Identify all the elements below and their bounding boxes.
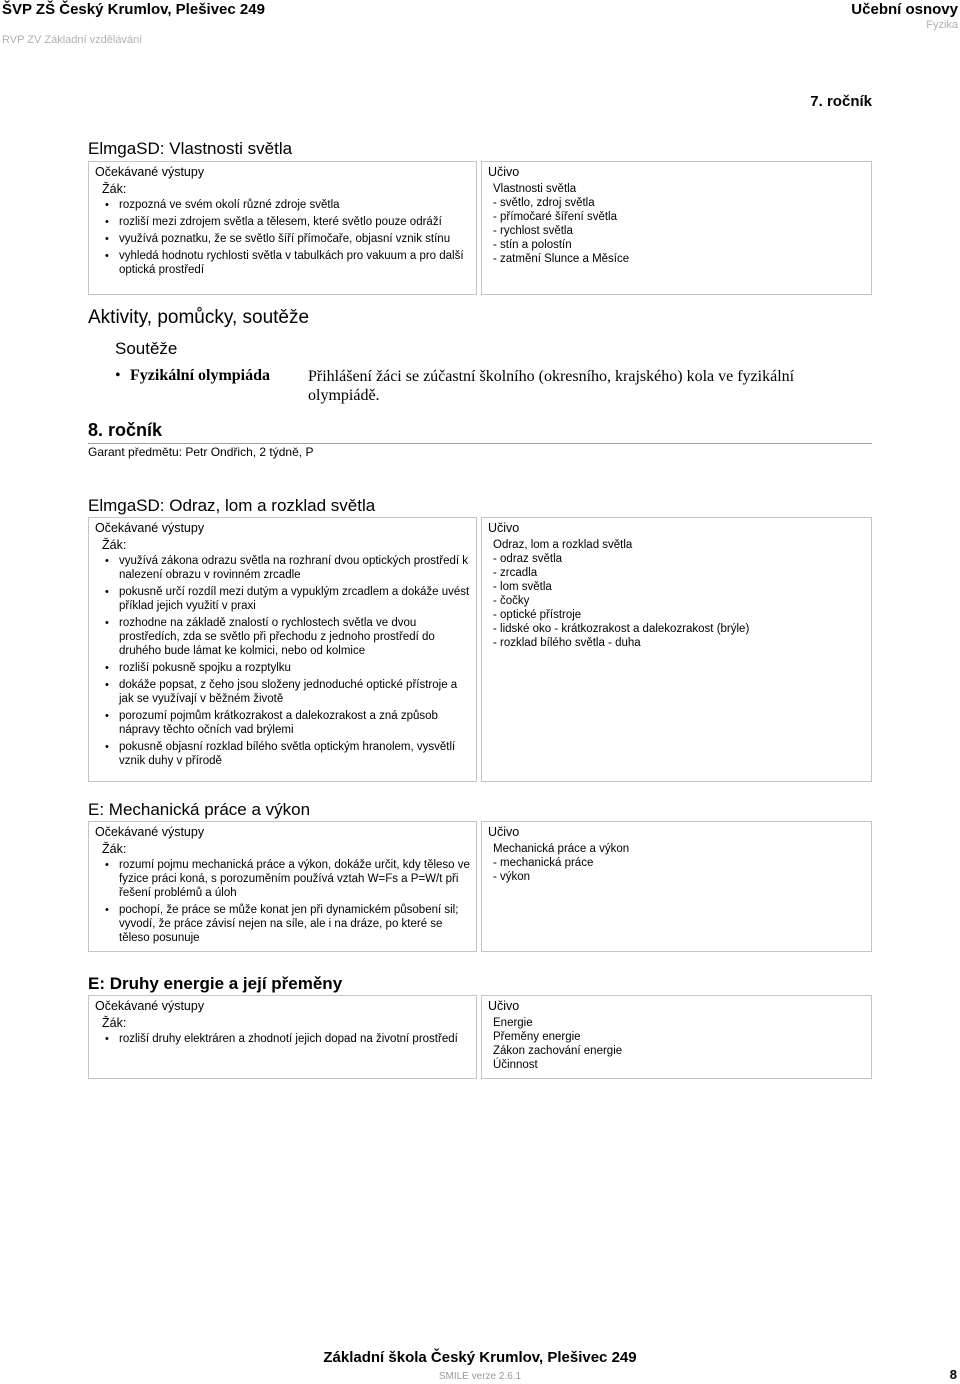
page-number: 8: [949, 1367, 957, 1382]
footer-version: SMILE verze 2.6.1: [438, 1371, 522, 1382]
competitions-title: Soutěže: [115, 339, 178, 358]
list-item: • dokáže popsat, z čeho jsou složeny jednoduché optické přístroje a jak se využívají v běžném životě: [119, 678, 470, 706]
ucivo-text: Odraz, lom a rozklad světla - odraz světla - zrcadla - lom světla - čočky - optické přístroje - lidské oko - krátkozrakost a dalekozrakost (brýle) - rozklad bílého světla - duha: [493, 539, 750, 649]
competition-bullet: •: [115, 367, 121, 384]
section-title-vlastnosti-svetla: ElmgaSD: Vlastnosti světla: [88, 139, 293, 158]
list-item: • rozpozná ve svém okolí různé zdroje světla: [119, 198, 470, 212]
list-item: • rozliší mezi zdrojem světla a tělesem, které světlo pouze odráží: [119, 215, 470, 229]
activities-title: Aktivity, pomůcky, soutěže: [88, 307, 310, 328]
outcomes-label: Očekávané výstupy: [95, 165, 205, 179]
ucivo-box-odraz-lom: [481, 517, 872, 782]
ucivo-text: Mechanická práce a výkon - mechanická práce - výkon: [493, 843, 630, 883]
outcomes-label: Očekávané výstupy: [95, 825, 205, 839]
list-item: • využívá poznatku, že se světlo šíří přímočaře, objasní vznik stínu: [119, 232, 470, 246]
subject-guarantor: Garant předmětu: Petr Ondřich, 2 týdně, P: [88, 445, 314, 459]
list-item: • pokusně určí rozdíl mezi dutým a vypuklým zrcadlem a dokáže uvést příklad jejich využití v praxi: [119, 585, 470, 613]
outcomes-label: Očekávané výstupy: [95, 521, 205, 535]
zak-label: Žák:: [102, 842, 127, 856]
ucivo-label: Učivo: [488, 521, 520, 535]
grade-8-heading: 8. ročník: [88, 420, 163, 440]
zak-label: Žák:: [102, 182, 127, 196]
outcomes-box-odraz-lom: [88, 517, 477, 782]
ucivo-box-mechanicka-prace: [481, 821, 872, 952]
ucivo-label: Učivo: [488, 999, 520, 1013]
grade-7-heading: 7. ročník: [810, 93, 872, 110]
header-school: ŠVP ZŠ Český Krumlov, Plešivec 249: [2, 1, 265, 18]
header-rvp: RVP ZV Základní vzdělávání: [2, 34, 143, 46]
list-item: • pochopí, že práce se může konat jen při dynamickém působení sil; vyvodí, že práce závisí nejen na síle, ale i na dráze, po které se těleso posunuje: [119, 903, 470, 945]
list-item: • porozumí pojmům krátkozrakost a dalekozrakost a zná způsob nápravy těchto očních vad brýlemi: [119, 709, 470, 737]
outcomes-box-vlastnosti-svetla: [88, 161, 477, 295]
section-title-druhy-energie: E: Druhy energie a její přeměny: [88, 974, 343, 993]
list-item: • využívá zákona odrazu světla na rozhraní dvou optických prostředí k nalezení obrazu v rovinném zrcadle: [119, 554, 470, 582]
outcomes-box-mechanicka-prace: [88, 821, 477, 952]
ucivo-box-druhy-energie: [481, 995, 872, 1079]
list-item: • rozhodne na základě znalostí o rychlostech světla ve dvou prostředích, zda se světlo při přechodu z jednoho prostředí do druhého bude lámat ke kolmici, nebo od kolmice: [119, 616, 470, 658]
footer-school: Základní škola Český Krumlov, Plešivec 249: [323, 1349, 637, 1366]
zak-label: Žák:: [102, 1016, 127, 1030]
header-doc-type: Učební osnovy: [851, 1, 958, 18]
outcomes-list: [95, 1032, 470, 1046]
list-item: • vyhledá hodnotu rychlosti světla v tabulkách pro vakuum a pro další optická prostředí: [119, 249, 470, 277]
outcomes-box-druhy-energie: [88, 995, 477, 1079]
outcomes-list: [95, 198, 470, 277]
competition-description: Přihlášení žáci se zúčastní školního (okresního, krajského) kola ve fyzikální olympiádě.: [308, 368, 795, 404]
ucivo-box-vlastnosti-svetla: [481, 161, 872, 295]
ucivo-text: Energie Přeměny energie Zákon zachování energie Účinnost: [493, 1017, 623, 1071]
list-item: • rozliší pokusně spojku a rozptylku: [119, 661, 470, 675]
outcomes-list: [95, 554, 470, 768]
section-title-odraz-lom: ElmgaSD: Odraz, lom a rozklad světla: [88, 496, 376, 515]
zak-label: Žák:: [102, 538, 127, 552]
outcomes-list: [95, 858, 470, 945]
ucivo-text: Vlastnosti světla - světlo, zdroj světla - přímočaré šíření světla - rychlost světla - stín a polostín - zatmění Slunce a Měsíce: [493, 183, 630, 265]
section-title-mechanicka-prace: E: Mechanická práce a výkon: [88, 800, 311, 819]
list-item: • rozliší druhy elektráren a zhodnotí jejich dopad na životní prostředí: [119, 1032, 470, 1046]
divider: [88, 443, 872, 444]
outcomes-label: Očekávané výstupy: [95, 999, 205, 1013]
header-subject: Fyzika: [926, 19, 958, 31]
list-item: • pokusně objasní rozklad bílého světla optickým hranolem, vysvětlí vznik duhy v přírodě: [119, 740, 470, 768]
ucivo-label: Učivo: [488, 825, 520, 839]
ucivo-label: Učivo: [488, 165, 520, 179]
list-item: • rozumí pojmu mechanická práce a výkon, dokáže určit, kdy těleso ve fyzice práci koná, s porozuměním používá vztah W=Fs a P=W/t při řešení problémů a úloh: [119, 858, 470, 900]
competition-name: Fyzikální olympiáda: [130, 367, 271, 384]
